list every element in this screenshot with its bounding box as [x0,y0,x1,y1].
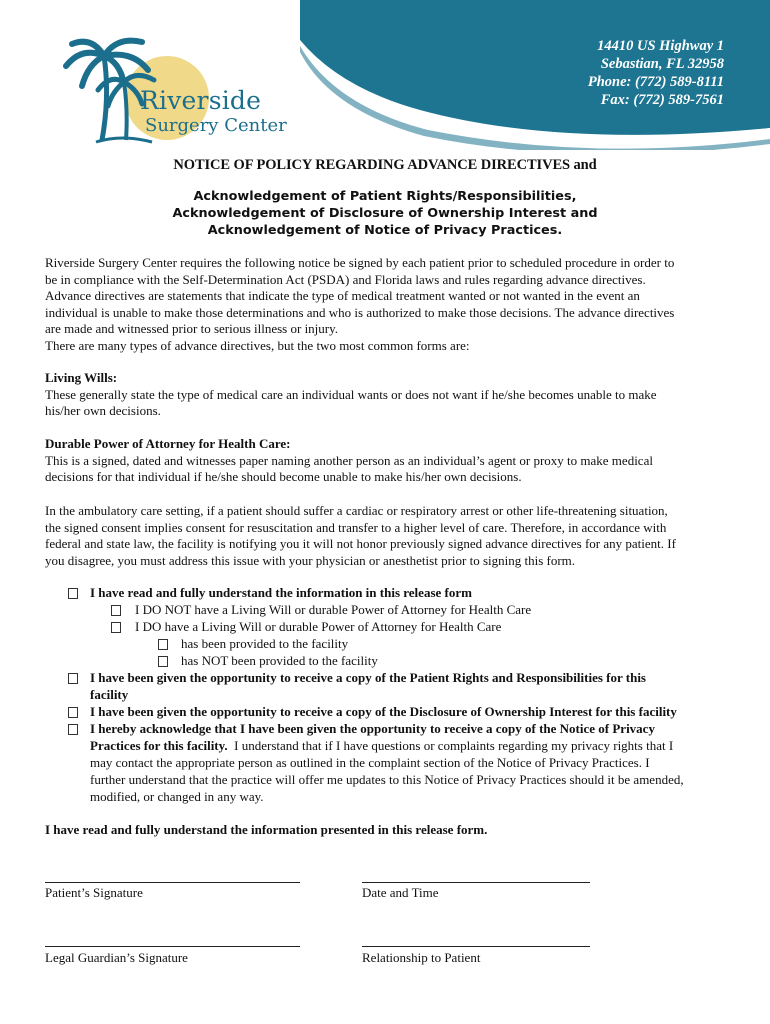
checkbox-icon[interactable] [158,656,168,667]
address-street: 14410 US Highway 1 [597,38,724,54]
text-line: These generally state the type of medical care an individual wants or does not want if he/she becomes unable to make [45,386,657,402]
checkbox-icon[interactable] [68,707,78,718]
subtitle-line: Acknowledgement of Disclosure of Ownership Interest and [172,206,598,221]
checkbox-label: I hereby acknowledge that I have been given the opportunity to receive a copy of the Notice of Privacy [90,721,655,736]
section-heading: Durable Power of Attorney for Health Care: [45,436,291,451]
date-time-label: Date and Time [362,885,439,900]
text-line: his/her own decisions. [45,403,161,418]
text-line: Riverside Surgery Center requires the following notice be signed by each patient prior to scheduled procedure in order to [45,255,675,270]
text-line: federal and state law, the facility is notifying you it will not honor previously signed advance directives for any patient. If [45,536,676,551]
privacy-text-line: further understand that the practice will offer me updates to this Notice of Privacy Practices should it be amended, [90,772,684,787]
address-block [588,37,724,109]
checkbox-provided[interactable] [45,635,735,652]
checkbox-disclosure[interactable] [45,703,735,720]
checkbox-label: I have been given the opportunity to receive a copy of the Disclosure of Ownership Interest for this facility [90,704,677,719]
closing-statement [45,822,730,839]
subtitle-line: Acknowledgement of Notice of Privacy Practices. [207,223,563,238]
living-wills-section [45,370,730,420]
text-line: In the ambulatory care setting, if a patient should suffer a cardiac or respiratory arrest or other life-threatening situation, [45,503,668,518]
subtitle [0,188,770,239]
checkbox-read-understand[interactable] [45,584,735,601]
text-line: decisions for that individual if he/she should become unable to make his/her own decisions. [45,469,522,484]
guardian-signature-label: Legal Guardian’s Signature [45,950,188,965]
address-city: Sebastian, FL 32958 [600,56,724,72]
logo-name-riverside: Riverside [140,86,262,115]
text-line: individual is unable to make those determinations and who is authorized to make those decisions. The advance directives [45,304,675,320]
checkbox-label: I DO NOT have a Living Will or durable Power of Attorney for Health Care [135,602,532,617]
page-title: NOTICE OF POLICY REGARDING ADVANCE DIRECTIVES and [173,157,597,173]
text-line: be in compliance with the Self-Determination Act (PSDA) and Florida laws and rules regarding advance directives. [45,271,646,287]
checkbox-icon[interactable] [68,724,78,735]
relationship-line[interactable] [362,946,590,947]
privacy-text-line: may contact the appropriate person as outlined in the complaint section of the Notice of Privacy Practices. I [90,755,650,770]
closing-text: I have read and fully understand the information presented in this release form. [45,822,488,837]
checkbox-icon[interactable] [68,588,78,599]
checkbox-icon[interactable] [68,673,78,684]
checkbox-icon[interactable] [111,605,121,616]
checkbox-label-continued: facility [90,687,129,702]
checkbox-has-living-will[interactable] [45,618,735,635]
text-line: you disagree, you must address this issue with your physician or anesthetist prior to signing this form. [45,552,576,568]
ambulatory-paragraph [45,503,730,569]
checkbox-icon[interactable] [111,622,121,633]
poa-section [45,436,730,486]
guardian-signature-line[interactable] [45,946,300,947]
text-line: There are many types of advance directives, but the two most common forms are: [45,337,470,353]
checkbox-label: I DO have a Living Will or durable Power of Attorney for Health Care [135,619,502,634]
checkbox-label: I have read and fully understand the information in this release form [90,585,472,600]
text-line: are made and witnessed prior to serious illness or injury. [45,321,339,336]
address-phone: Phone: (772) 589-8111 [587,74,724,90]
checkbox-patient-rights[interactable] [45,669,735,686]
address-fax: Fax: (772) 589-7561 [600,92,724,108]
privacy-text-bold: Practices for this facility. [90,738,228,753]
date-time-line[interactable] [362,882,590,883]
checkbox-no-living-will[interactable] [45,601,735,618]
checkbox-label: I have been given the opportunity to receive a copy of the Patient Rights and Responsibilities for this [90,670,646,685]
intro-paragraph [45,255,730,354]
relationship-label: Relationship to Patient [362,950,481,965]
logo-name-surgery-center: Surgery Center [145,115,287,136]
privacy-text-line [45,737,735,754]
privacy-text-line: modified, or changed in any way. [90,789,264,804]
checkbox-label: has been provided to the facility [181,636,349,651]
patient-signature-label: Patient’s Signature [45,885,143,900]
section-heading: Living Wills: [45,370,118,385]
patient-signature-line[interactable] [45,882,300,883]
text-line: the signed consent implies consent for resuscitation and transfer to a higher level of care. Therefore, in accordance with [45,519,667,535]
text-line: Advance directives are statements that indicate the type of medical treatment wanted or not wanted in the event an [45,288,640,303]
text-line: This is a signed, dated and witnesses paper naming another person as an individual’s agent or proxy to make medical [45,452,653,468]
checkbox-privacy[interactable] [45,720,735,737]
checkbox-icon[interactable] [158,639,168,650]
privacy-text-rest: I understand that if I have questions or complaints regarding my privacy rights that I [227,738,674,753]
checkbox-not-provided[interactable] [45,652,735,669]
subtitle-line: Acknowledgement of Patient Rights/Responsibilities, [193,189,577,204]
checkbox-label: has NOT been provided to the facility [181,653,378,668]
acknowledgement-checklist [45,584,735,805]
